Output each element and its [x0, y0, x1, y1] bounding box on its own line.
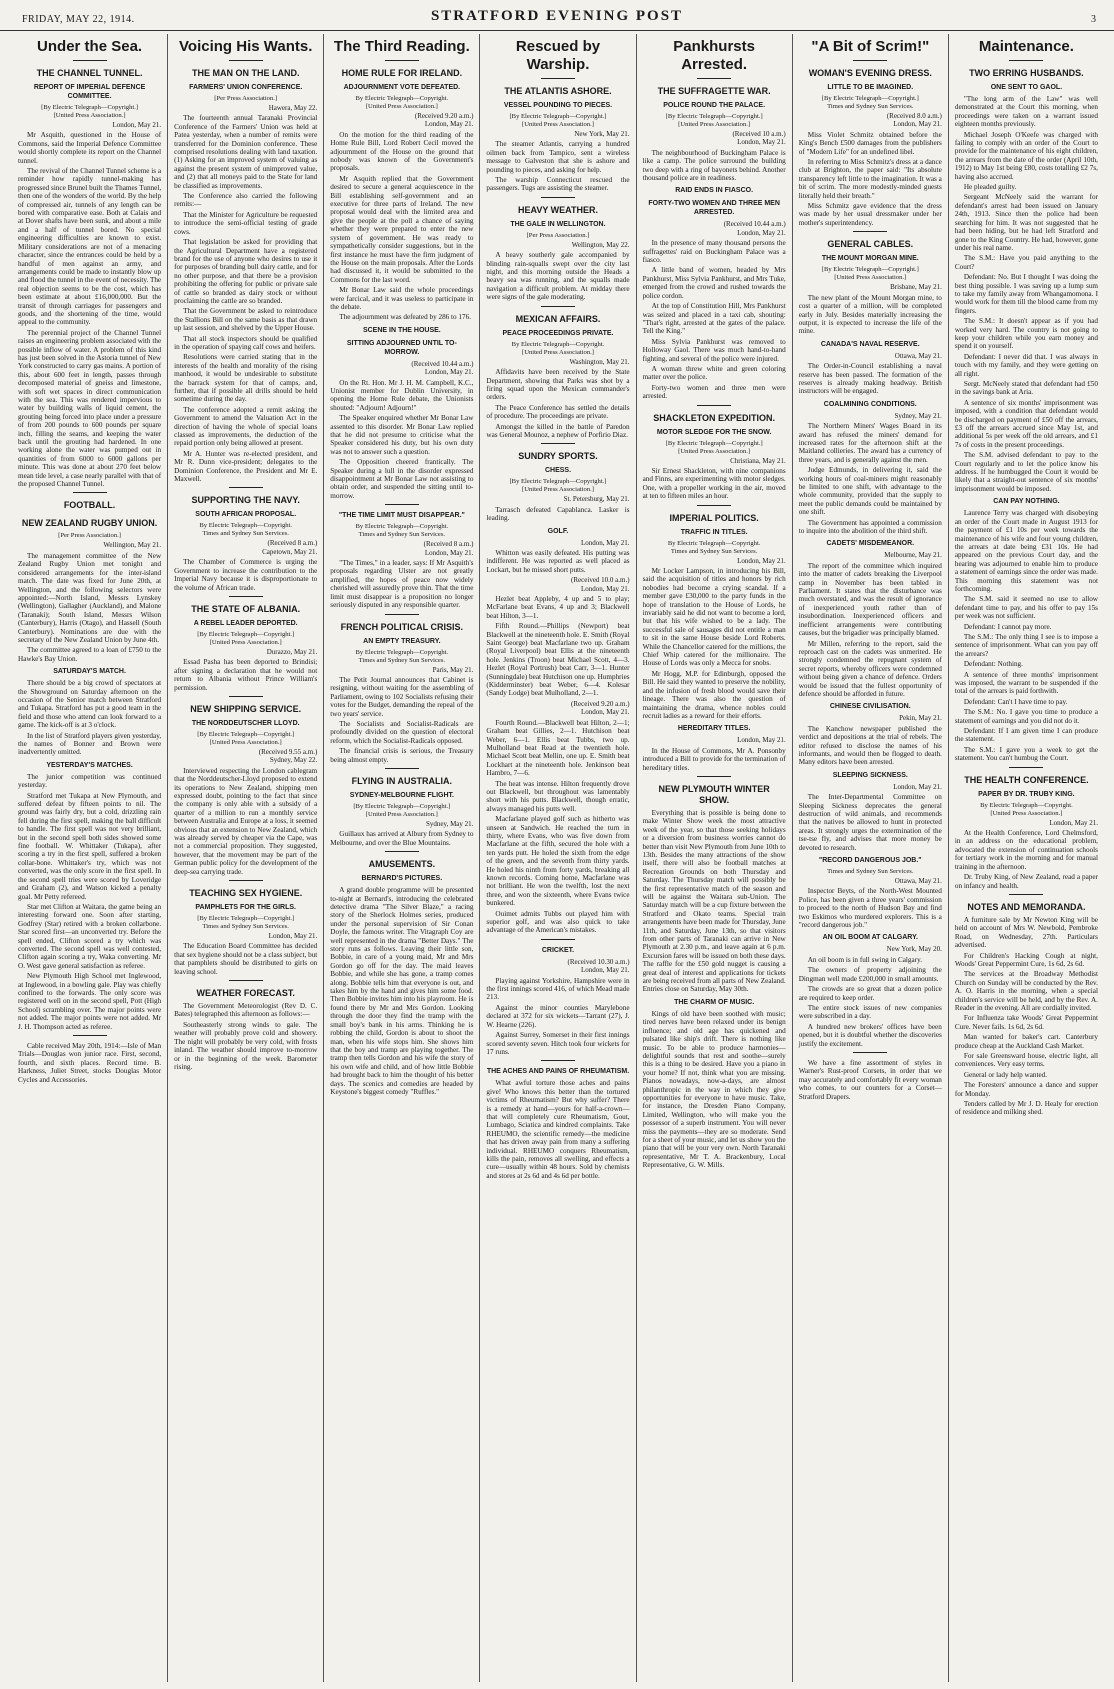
article-paragraph: In referring to Miss Schmitz's dress at a dance club at Brighton, the paper said: "Its absolute transparency left little to the imagination. It was a bit of scrim. The more modestly-minded guests literally held their breath.": [798, 158, 942, 200]
article-subheadline: LITTLE TO BE IMAGINED.: [827, 84, 914, 91]
article-paragraph: That the Government be asked to reintroduce the Stallions Bill on the same basis as that drawn up last session, and shelved by the Upper House.: [174, 307, 318, 333]
wire-credit: [By Electric Telegraph—Copyright.] [United Press Association.]: [197, 730, 295, 746]
wire-credit: By Electric Telegraph—Copyright. [United Press Association.]: [511, 340, 605, 356]
article-headline: MEXICAN AFFAIRS.: [515, 313, 601, 324]
wire-credit: [By Electric Telegraph—Copyright.] [United Press Association.]: [821, 266, 919, 282]
column-heading: Under the Sea.: [37, 38, 143, 55]
section-rule: [853, 1052, 887, 1053]
article-paragraph: On the motion for the third reading of the Home Rule Bill, Lord Robert Cecil moved the adjournment of the House on the ground that nobody was known of the Government's proposals.: [330, 130, 474, 173]
wire-credit: By Electric Telegraph—Copyright. Times and Sydney Sun Services.: [355, 523, 449, 539]
article-paragraph: The new plant of the Mount Morgan mine, to cost a quarter of a million, will be completed early in July. Besides materially increasing the output, it is expected to increase the life of the mine.: [798, 293, 942, 336]
article-subheadline: GOLF.: [547, 527, 569, 535]
article-subheadline: THE CHARM OF MUSIC.: [674, 998, 755, 1006]
article-subheadline: CAN PAY NOTHING.: [993, 498, 1060, 506]
article-headline: THE STATE OF ALBANIA.: [191, 603, 301, 614]
article-paragraph: Mr Asquith, questioned in the House of Commons, said the Imperial Defence Committee would shortly complete its report on the Channel tunnel.: [18, 131, 162, 165]
column-1: [12, 34, 167, 1682]
article-paragraph: The warship Connecticut rescued the passengers. Tugs are assisting the steamer.: [486, 176, 630, 193]
article-paragraph: The heat was intense. Hilton frequently drove out Blackwell, but throughout was lamentably short with his putts. Blackwell, though erratic, always managed his putts well.: [486, 779, 630, 813]
article-paragraph: The financial crisis is serious, the Treasury being almost empty.: [330, 747, 474, 764]
article-paragraph: Tenders called by Mr J. D. Healy for erection of residence and milking shed.: [954, 1100, 1098, 1117]
heading-rule: [229, 60, 263, 61]
article-subheadline: CANADA'S NAVAL RESERVE.: [820, 340, 920, 348]
dateline: St. Petersburg, May 21.: [563, 495, 630, 504]
wire-credit: [Per Press Association.]: [526, 231, 590, 239]
article-subheadline: "THE TIME LIMIT MUST DISAPPEAR.": [338, 512, 465, 520]
article-headline: TEACHING SEX HYGIENE.: [189, 888, 303, 899]
dateline: Sydney, May 21.: [894, 411, 942, 420]
dateline: Hawera, May 22.: [268, 104, 318, 112]
newspaper-title: STRATFORD EVENING POST: [430, 8, 684, 24]
column-5: [636, 34, 792, 1682]
article-subheadline: A REBEL LEADER DEPORTED.: [193, 619, 298, 627]
section-rule: [541, 443, 575, 444]
dateline: Melbourne, May 21.: [884, 551, 942, 560]
article-paragraph: Mr Locker Lampson, in introducing his Bill, said the acquisition of titles and honors by rich nobodies had become a crying scandal. If a member gave £30,000 to the party funds in the hope of translation to the House of Lords, he invariably said he did not want to become a lord, but that his wife wished to be a lady. The successful sale of sausages did not entitle a man to sit in the same House beside Lord Roberts. While the Chancellor catered for the millions, the Chief Whip catered for the millionaire. The House of Lords was only a Mecca for snobs.: [642, 567, 786, 668]
article-paragraph: The S.M.: I gave you a week to get the statement. You can't humbug the Court.: [954, 745, 1098, 763]
article-paragraph: Tarrasch defeated Capablanca. Lasker is leading.: [486, 505, 630, 523]
article-paragraph: He pleaded guilty.: [963, 183, 1017, 192]
article-paragraph: Whitton was easily defeated. His putting was indifferent. He was reported as well placed as Lockart, but he missed short putts.: [486, 548, 630, 574]
dateline: Pekin, May 21.: [899, 714, 942, 723]
article-paragraph: Mr Asquith replied that the Government desired to secure a general acquiescence in the Bill establishing self-government and an executive for three parts of Ireland. The new proposal would deal with the limited area and give the people at the poll a chance of saying whether they were prepared to enter the new system of government. He was ready to sympathetically consider suggestions, but in the first instance he must have the firm judgment of the House on the main proposals. After the Lords had discussed it, it would be submitted to the Commons for the last word.: [330, 174, 474, 284]
article-headline: HOME RULE FOR IRELAND.: [341, 68, 463, 78]
article-subheadline: "RECORD DANGEROUS JOB.": [818, 857, 922, 865]
article-subheadline: VESSEL POUNDING TO PIECES.: [503, 102, 613, 109]
article-subheadline: ONE SENT TO GAOL.: [990, 84, 1063, 91]
column-2: [167, 34, 323, 1682]
dateline: Wellington, May 21.: [103, 541, 162, 550]
article-paragraph: Defendant: No. But I thought I was doing the best thing possible. I was saving up a lump sum to take my family away from Whangamomona. I would work for them till the blood came from my fingers.: [954, 273, 1098, 315]
wire-credit: By Electric Telegraph—Copyright. [United Press Association.]: [355, 95, 449, 110]
article-paragraph: A little band of women, headed by Mrs Pankhurst, Miss Sylvia Pankhurst, and Mrs Tuke, emerged from the crowd and rushed towards the police cordon.: [642, 266, 786, 300]
wire-credit: [Per Press Association.]: [214, 95, 278, 102]
article-paragraph: Ouimet admits Tubbs out played him with superior golf, and was also quick to take advantage of the American's mistakes.: [486, 909, 630, 935]
article-paragraph: That the Minister for Agriculture be requested to introduce the semi-official testing of grade cows.: [174, 210, 318, 236]
article-paragraph: The steamer Atlantis, carrying a hundred oilmen back from Tampico, sent a wireless message to Galveston that she is ashore and pounding to pieces, and asking for help.: [486, 140, 630, 174]
article-paragraph: The Government Meteorologist (Rev D. C. Bates) telegraphed this afternoon as follows:—: [174, 1002, 318, 1019]
article-paragraph: For sale Greensward house, electric light, all conveniences. Very easy terms.: [954, 1052, 1098, 1069]
article-paragraph: Miss Schmitz gave evidence that the dress was made by her usual dressmaker under her mother's superintendency.: [798, 202, 942, 227]
heading-rule: [385, 60, 419, 61]
article-headline: FLYING IN AUSTRALIA.: [351, 775, 453, 786]
article-paragraph: The entire stock issues of new companies were subscribed in a day.: [798, 1003, 942, 1021]
wire-credit: [By Electric Telegraph—Copyright.] [United Press Association.]: [665, 113, 763, 128]
article-paragraph: Southeasterly strong winds to gale. The weather will probably prove cold and showery. The night will probably be very cold, with frosts inland. The weather should improve to-morrow or in the beginning of the week. Barometer rising.: [174, 1020, 318, 1071]
dateline: London, May 21.: [112, 121, 162, 129]
article-paragraph: General or lady help wanted.: [963, 1070, 1048, 1079]
article-subheadline: CADETS' MISDEMEANOR.: [826, 540, 915, 548]
heading-rule: [73, 60, 107, 61]
article-paragraph: For Children's Hacking Cough at night, Woods' Great Peppermint Cure, 1s 6d, 2s 6d.: [954, 951, 1098, 968]
article-paragraph: Interviewed respecting the London cablegram that the Norddeutscher-Lloyd proposed to extend its operations to New Zealand, shipping men expressed doubt, pointing to the fact that since the company is only able with a subsidy of a quarter of a million to run a monthly service between Australia and Europe at a loss, it seemed obvious that an extension to New Zealand, which was already served by cheaper via the Cape, was not a commercial proposition. They suggested, however, that the movement may be part of the German public policy for the development of the deep-sea carrying trade.: [174, 766, 318, 876]
article-headline: THE CHANNEL TUNNEL.: [36, 68, 143, 78]
article-paragraph: The committee agreed to a loan of £750 to the Hawke's Bay Union.: [18, 646, 162, 663]
article-paragraph: The Education Board Committee has decided that sex hygiene should not be a class subject, but that pamphlets should be distributed to girls on leaving school.: [174, 942, 318, 976]
dateline: London, May 21.: [737, 736, 786, 745]
article-headline: FOOTBALL.: [63, 500, 116, 511]
article-subheadline: RAID ENDS IN FIASCO.: [675, 187, 754, 195]
wire-credit: [By Electric Telegraph—Copyright.] [United Press Association.]: [197, 630, 295, 646]
page-number: 3: [1091, 14, 1096, 25]
article-subheadline: FARMERS' UNION CONFERENCE.: [189, 84, 303, 91]
article-subheadline: PAMPHLETS FOR THE GIRLS.: [195, 904, 297, 912]
dateline: (Received 8 a.m.) London, May 21.: [423, 540, 474, 557]
wire-credit: [By Electric Telegraph—Copyright.] [United Press Association.]: [353, 802, 451, 818]
article-paragraph: The Conference also carried the following remits:—: [174, 192, 318, 209]
wire-credit: [By Electric Telegraph—Copyright.] Times and Sydney Sun Services.: [197, 915, 295, 931]
article-paragraph: The junior competition was continued yesterday.: [18, 772, 162, 790]
article-headline: GENERAL CABLES.: [827, 239, 914, 250]
dateline: New York, May 21.: [574, 130, 630, 138]
article-paragraph: We have a fine assortment of styles in Warner's Rust-proof Corsets, in order that we may accurately and comfortably fit every woman who comes, to our counters for a Corset—Stratford Drapers.: [798, 1058, 942, 1101]
article-paragraph: Man wanted for baker's cart. Canterbury produce cheap at the Auckland Cash Market.: [954, 1033, 1098, 1050]
article-subheadline: TRAFFIC IN TITLES.: [680, 528, 748, 536]
article-subheadline: FORTY-TWO WOMEN AND THREE MEN ARRESTED.: [648, 200, 780, 217]
article-paragraph: "The long arm of the Law" was well demonstrated at the Court this morning, when proceedings were taken on a warrant issued eighteen months previously.: [954, 95, 1098, 129]
article-subheadline: CRICKET.: [541, 946, 575, 954]
article-paragraph: The S.M.: The only thing I see is to impose a sentence of imprisonment. What can you pay off the arrears?: [954, 632, 1098, 658]
article-paragraph: Kings of old have been soothed with music; tired nerves have been relaxed under its benign influence; and old age has quickened and pulsated like ship's drift. There is nothing like music. To be able to produce harmonies—delightful sounds that rest and soothe—surely this is a thing to be desired. Have you a piano in your home? If not, think what you are missing. Pianos nowadays, now-a-days, are almost philanthropic in the way in which they give opportunities for everyone to have music. Take, for instance, the Dresden Piano Company, Limited, Wellington, who will make you the possessor of a superb instrument. You will never miss the payments—they are so moderate. Send for a sheet of your music, and let us show you the piano that will be your very own. North Taranaki representative, Mr T. A. Brackenbury, Local Representative, G. W. Mills.: [642, 1009, 786, 1170]
dateline: (Received 10.44 a.m.) London, May 21.: [411, 359, 474, 377]
article-subheadline: THE NORDDEUTSCHER LLOYD.: [191, 719, 300, 727]
heading-rule: [853, 60, 887, 61]
article-paragraph: The S.M.: It doesn't appear as if you had worked very hard. The country is not going to keep your children while you earn money and spend it on yourself.: [954, 317, 1098, 351]
dateline: Ottawa, May 21.: [894, 877, 942, 886]
article-paragraph: Everything that is possible is being done to make Winter Show week the most attractive week of the year, so that those seeking holidays or a diversion from business worries cannot do better than visit New Plymouth from June 10th to 13th. Besides the many attractions of the show itself, there will also be football matches at Recreation Grounds on both Thursday and Saturday. The Thursday match will possibly be the first representative match of the season and will be against the Waitara sub-Union. The Saturday match will be a cup fixture between the Stratford and Okato teams. Special train arrangements have been made for Thursday, June 11th, and Saturday, June 13th, so that visitors from other parts of Taranaki can arrive in New Plymouth at 2.30 p.m., and leave again at 6 p.m. Excursion fares will be issued on both these days. The raffle for the £50 gold nugget is causing a great deal of interest and applications for tickets are being received from all parts of New Zealand. Entries close on Saturday, May 30th.: [642, 808, 786, 994]
article-headline: THE MAN ON THE LAND.: [191, 68, 300, 78]
article-paragraph: The owners of property adjoining the Dingman well made £200,000 in small amounts.: [798, 966, 942, 983]
section-rule: [541, 306, 575, 307]
article-paragraph: Fourth Round.—Blackwell beat Hilton, 2—1; Graham beat Gillies, 2—1. Hutchison beat Weber, 6—1. Ellis beat Tubbs, two up. Mulholland beat Read at the twentieth hole. Michael Scott beat Mellin, one up. E. Smith beat Lockhart at the nineteenth hole. Jenkinson beat Hambro, 7—6.: [486, 718, 630, 778]
article-paragraph: The crowds are so great that a dozen police are required to keep order.: [798, 985, 942, 1002]
section-rule: [1009, 767, 1043, 768]
article-subheadline: SYDNEY-MELBOURNE FLIGHT.: [349, 791, 454, 799]
article-subheadline: BERNARD'S PICTURES.: [361, 875, 443, 883]
article-subheadline: PEACE PROCEEDINGS PRIVATE.: [502, 329, 614, 337]
article-paragraph: The perennial project of the Channel Tunnel raises an engineering problem associated with the possible inflow of water. A problem of this kind has just been solved in the Astoria tunnel of New York constructed to carry gas mains. A portion of this, about 600 feet in length, passes through decomposed material of gneiss and limestone, with soft wet spaces in direct communication with the sea. This was rendered impervious to water by building walls of liquid cement, the grouting being forced into place under a pressure of from 200 pounds to 600 pounds per square inch, filling the seams, and keeping the water back until the grouting had hardened. In one working alone the water was pumped out in quantities of from 6000 to 6000 gallons per minute. This was done at about 270 feet below mean tide level, a case nearly parallel with that of the proposed Channel Tunnel.: [18, 328, 162, 489]
column-heading: Pankhursts Arrested.: [673, 38, 755, 73]
article-paragraph: Essad Pasha has been deported to Brindisi; after signing a declaration that he would not return to Albania without Prince William's permission.: [174, 658, 318, 692]
section-rule: [385, 768, 419, 769]
article-paragraph: In the House of Commons, Mr A. Ponsonby introduced a Bill to provide for the termination of hereditary titles.: [642, 746, 786, 772]
wire-credit: [By Electric Telegraph—Copyright.] [United Press Association.]: [665, 439, 763, 455]
article-paragraph: Defendant: If I am given time I can produce the statement.: [954, 727, 1098, 744]
column-heading: "A Bit of Scrim!": [811, 38, 930, 55]
article-paragraph: The S.M. said it seemed no use to allow defendant time to pay, and his offer to pay 15s per week was not sufficient.: [954, 595, 1098, 621]
article-paragraph: Playing against Yorkshire, Hampshire were in the first innings scored 416, of which Mead made 213.: [486, 976, 630, 1002]
article-paragraph: Resolutions were carried stating that in the interests of the health and morality of the rising manhood, it would be undesirable to substitute the barrack system for that of camps, and, further, that if possible all drills should be held sometime during the day.: [174, 353, 318, 404]
section-rule: [229, 880, 263, 881]
article-paragraph: Defendant: Can't I have time to pay.: [963, 697, 1068, 706]
article-headline: THE ATLANTIS ASHORE.: [504, 86, 612, 96]
wire-credit: [By Electric Telegraph—Copyright.] [United Press Association.]: [41, 104, 139, 119]
article-paragraph: The Chamber of Commerce is urging the Government to increase the contribution to the Imperial Navy because it is disproportionate to the volume of African trade.: [174, 558, 318, 592]
column-heading: Voicing His Wants.: [179, 38, 313, 55]
column-heading: The Third Reading.: [333, 38, 470, 55]
section-rule: [697, 405, 731, 406]
article-paragraph: The Order-in-Council establishing a naval reserve has been passed. The formation of the reserves is already making headway. British instructors will be engaged.: [798, 362, 942, 396]
section-rule: [541, 197, 575, 198]
article-paragraph: Judge Edmunds, in delivering it, said the working hours of coal-miners might reasonably be limited to one shift, with advantage to the whole community, provided that the supply to meet the public demands could be maintained by one shift.: [798, 466, 942, 517]
article-headline: SUNDRY SPORTS.: [518, 451, 598, 462]
article-subheadline: POLICE ROUND THE PALACE.: [663, 102, 766, 109]
article-paragraph: Defendant: I never did that. I was always in touch with my family, and they were getting on all right.: [954, 352, 1098, 378]
dateline: (Received 10.30 a.m.) London, May 21.: [567, 957, 630, 975]
article-paragraph: Inspector Beyts, of the North-West Mounted Police, has been given a three years' commission to proceed to the north of Hudson Bay and find two Eskimos who murdered explorers. This is a "record dangerous job.": [798, 887, 942, 930]
article-headline: SHACKLETON EXPEDITION.: [653, 412, 776, 423]
article-headline: TWO ERRING HUSBANDS.: [969, 68, 1084, 78]
article-paragraph: The conference adopted a remit asking the Government to amend the Valuation Act in the direction of having the whole of special loans classed as improvements, the deduction of the repaid portion only being allowed at present.: [174, 405, 318, 448]
article-paragraph: New Plymouth High School met Inglewood, at Inglewood, in a bowling gale. Play was chiefly confined to the forwards. The only score was registered well on in the second spell, Pott (High School) scrambling over. The major points were not added. The major points were not added. Mr J. H. Thompson acted as referee.: [18, 972, 162, 1031]
article-paragraph: A heavy southerly gale accompanied by blinding rain-squalls swept over the city last night, and this morning outside the Heads a heavy sea was running, and the squalls made navigation a difficult problem. At midday there were signs of the gale moderating.: [486, 251, 630, 302]
article-subheadline: SOUTH AFRICAN PROPOSAL.: [195, 511, 297, 519]
article-paragraph: For Influenza take Woods' Great Peppermint Cure. Never fails. 1s 6d, 2s 6d.: [954, 1014, 1098, 1031]
article-paragraph: Sergt. McNeely stated that defendant had £50 in the savings bank at Aria.: [954, 380, 1098, 397]
dateline: London, May 21.: [268, 932, 318, 941]
wire-credit: By Electric Telegraph—Copyright. Times and Sydney Sun Services.: [199, 522, 293, 538]
article-paragraph: The Foresters' announce a dance and supper for Monday.: [954, 1081, 1098, 1098]
article-paragraph: The Government has appointed a commission to inquire into the abolition of the third shift.: [798, 518, 942, 536]
section-rule: [697, 505, 731, 506]
article-paragraph: The Petit Journal announces that Cabinet is resigning, without waiting for the assembling of Parliament, owing to 102 Socialists refusing their votes for the Budget, demanding the repeal of the two years' service.: [330, 675, 474, 718]
masthead: [0, 0, 1114, 31]
article-paragraph: The Peace Conference has settled the details of procedure. The proceedings are private.: [486, 403, 630, 421]
article-subheadline: REPORT OF IMPERIAL DEFENCE COMMITTEE.: [33, 84, 146, 100]
article-paragraph: Hezlet beat Appleby, 4 up and 5 to play; McFarlane beat Evans, 4 up and 3; Blackwell beat Hilton, 3—1.: [486, 595, 630, 620]
section-rule: [229, 596, 263, 597]
dateline: Wellington, May 22.: [571, 240, 630, 249]
article-headline: IMPERIAL POLITICS.: [669, 512, 759, 523]
article-headline: NEW SHIPPING SERVICE.: [190, 703, 302, 714]
dateline: (Received 9.20 a.m.) London, May 21.: [571, 699, 630, 717]
article-headline: AMUSEMENTS.: [368, 859, 436, 870]
article-paragraph: An oil boom is in full swing in Calgary.: [807, 955, 923, 964]
article-paragraph: On the Rt. Hon. Mr J. H. M. Campbell, K.C., Unionist member for Dublin University, in opening the Home Rule debate, the Unionists shouted: "Adjourn! Adjourn!": [330, 378, 474, 412]
article-subheadline: AN OIL BOOM AT CALGARY.: [822, 934, 918, 942]
article-paragraph: Laurence Terry was charged with disobeying an order of the Court made in August 1913 for the payment of £1 10s per week towards the maintenance of his wife and four young children, the arrears at date being £31 10s. He had appeared on the previous Court day, and the hearing was adjourned to enable him to produce a statement of earnings since the order was made. This morning this statement was not forthcoming.: [954, 509, 1098, 593]
article-paragraph: The services at the Broadway Methodist Church on Sunday will be conducted by the Rev. A. O. Harris in the morning, when a special children's service will be held, and by the Rev. A. Reader in the evening. All are cordially invited.: [954, 970, 1098, 1012]
article-paragraph: That legislation be asked for providing that the Agricultural Department have a registered brand for the use of anyone who desires to use it for purposes of branding bull dairy cattle, and for no other purpose, and that there be a provision prohibiting the offering for public or private sale of cattle so branded as dairy stock or without proclaiming the cattle are so branded.: [174, 238, 318, 305]
article-paragraph: A sentence of six months' imprisonment was imposed, with a condition that defendant would be discharged on payment of £50 off the arrears, £3 off the arrears accrued since May 1st, and additional 5s per week off the old arrears, and £1 7s of costs in the present proceedings.: [954, 398, 1098, 449]
article-paragraph: The neighbourhood of Buckingham Palace is like a camp. The police surround the building two deep with a ring of bayonets behind. Another thousand police are in readiness.: [642, 148, 786, 183]
article-paragraph: That all stock inspectors should be qualified in the operation of spaying calf cows and heifers.: [174, 334, 318, 351]
wire-credit: By Electric Telegraph—Copyright. Times and Sydney Sun Services.: [667, 539, 761, 555]
article-headline: THE SUFFRAGETTE WAR.: [657, 86, 771, 96]
section-rule: [385, 504, 419, 505]
article-paragraph: The fourteenth annual Taranaki Provincial Conference of the Farmers' Union was held at Patea yesterday, when a number of remits were transferred for the Dominion conference. These comprised resolutions dealing with land taxation. (1) Asking for an improved system of valuing as against the present system of unimproved value, and (2) that all moneys paid to the State for land be classified as improvements.: [174, 114, 318, 190]
article-paragraph: Defendant: Nothing.: [963, 660, 1023, 669]
column-3: [323, 34, 479, 1682]
article-paragraph: The S.M.: No. I gave you time to produce a statement of earnings and you did not do it.: [954, 708, 1098, 725]
article-paragraph: Defendant: I cannot pay more.: [963, 622, 1052, 631]
article-paragraph: Michael Joseph O'Keefe was charged with failing to comply with an order of the Court to provide for the maintenance of his eight children, the arrears from the date of the order (April 10th, 1912) to May 1st being £80, costs totalling £2 7s, having also accrued.: [954, 130, 1098, 181]
article-paragraph: The adjournment was defeated by 286 to 176.: [339, 313, 472, 322]
article-paragraph: A woman threw white and green coloring matter over the police.: [642, 364, 786, 382]
article-paragraph: Guillaux has arrived at Albury from Sydney to Melbourne, and over the Blue Mountains.: [330, 830, 474, 847]
article-paragraph: Miss Sylvia Pankhurst was removed to Holloway Gaol. There was much hand-to-hand fighting, and several of the police were injured.: [642, 337, 786, 363]
article-headline: HEAVY WEATHER.: [517, 204, 598, 215]
article-paragraph: There should be a big crowd of spectators at the Showground on Saturday afternoon on the occasion of the Senior match between Stratford and Tukapa. Stratford has put a good team in the field and those who attend can look forward to a game. The kick-off is at 3 o'clock.: [18, 679, 162, 730]
dateline: (Received 8.0 a.m.) London, May 21.: [886, 112, 942, 129]
section-rule: [541, 939, 575, 940]
article-subheadline: MOTOR SLEDGE FOR THE SNOW.: [656, 428, 772, 436]
article-paragraph: Mr Hogg, M.P. for Edinburgh, opposed the Bill. He said they wanted to preserve the nobility, and the infusion of fresh blood would save their lineage. There was also the question of maintaining the drama, whence nobles could recruit ladies as a reward for their efforts.: [642, 669, 786, 720]
article-paragraph: The Kanchow newspaper published the verdict and depositions at the trial of rebels. The editor refused to disclose the names of his informants, and would then be flogged to death. Many editors have been arrested.: [798, 724, 942, 767]
article-headline: NEW PLYMOUTH WINTER SHOW.: [658, 783, 770, 805]
article-headline: WEATHER FORECAST.: [196, 988, 295, 999]
column-4: [479, 34, 635, 1682]
article-paragraph: Amongst the killed in the battle of Paredon was General Mounoz, a nephew of Porfirio Diaz.: [486, 422, 630, 439]
article-paragraph: Miss Violet Schmitz obtained before the King's Bench £500 damages from the publishers of "Modern Life" for an undefined libel.: [798, 130, 942, 156]
dateline: (Received 10.44 a.m.) London, May 21.: [723, 220, 786, 237]
dateline: (Received 8 a.m.) Capetown, May 21.: [262, 539, 318, 556]
article-paragraph: The Opposition cheered frantically. The Speaker during a lull in the disorder expressed disappointment at Mr Bonar Law not assisting to obtain order, and suspended the sitting until to-morrow.: [330, 458, 474, 500]
dateline: Sydney, May 21.: [426, 819, 474, 828]
article-paragraph: Dr. Truby King, of New Zealand, read a paper on infancy and health.: [954, 873, 1098, 890]
section-rule: [229, 980, 263, 981]
dateline: New York, May 20.: [886, 945, 942, 954]
article-subheadline: ADJOURNMENT VOTE DEFEATED.: [343, 84, 461, 91]
article-subheadline: SITTING ADJOURNED UNTIL TO-MORROW.: [346, 339, 457, 356]
article-subheadline: SCENE IN THE HOUSE.: [362, 326, 441, 334]
dateline: London, May 21.: [580, 538, 630, 547]
article-paragraph: Against Surrey, Somerset in their first innings scored seventy seven. Hitch took four wickets for 17 runs.: [486, 1031, 630, 1056]
article-subheadline: YESTERDAY'S MATCHES.: [46, 761, 133, 769]
dateline: Brisbane, May 21.: [890, 283, 942, 292]
dateline: Ottawa, May 21.: [894, 351, 942, 360]
wire-credit: [By Electric Telegraph—Copyright.] [United Press Association.]: [509, 478, 607, 494]
article-paragraph: In the presence of many thousand persons the suffragettes' raid on Buckingham Palace was a fiasco.: [642, 239, 786, 265]
article-headline: WOMAN'S EVENING DRESS.: [808, 68, 932, 78]
article-headline: NEW ZEALAND RUGBY UNION.: [21, 518, 158, 529]
article-paragraph: Mr Bonar Law said the whole proceedings were farcical, and it was useless to participate in the debate.: [330, 286, 474, 311]
article-subheadline: SATURDAY'S MATCH.: [53, 668, 126, 676]
article-paragraph: "The Times," in a leader, says: If Mr Asquith's proposals regarding Ulster are not greatly amplified, the hopes of peace now widely cherished will assuredly prove thin. That the time limit must disappear is a proposition no longer seriously disputed in any responsible quarter.: [330, 559, 474, 610]
article-subheadline: THE ACHES AND PAINS OF RHEUMATISM.: [486, 1068, 630, 1076]
article-subheadline: CHESS.: [544, 467, 572, 475]
article-paragraph: Mr Millen, referring to the report, said the reproach cast on the cadets was unmerited. He strongly condemned the repugnant system of secret reports, whereby officers were condemned without being given a chance of defence. Orders would be issued that the fullest opportunity of defence should be afforded in future.: [798, 639, 942, 698]
newspaper-columns: [12, 34, 1104, 1682]
dateline: (Received 9.55 a.m.) Sydney, May 22.: [258, 747, 318, 765]
wire-credit: [By Electric Telegraph—Copyright.] [United Press Association.]: [509, 113, 607, 128]
article-headline: NOTES AND MEMORANDA.: [967, 901, 1086, 912]
column-heading: Maintenance.: [978, 38, 1074, 55]
dateline: Christiana, May 21.: [730, 456, 786, 465]
article-paragraph: Sir Ernest Shackleton, with nine companions and Finns, are experimenting with motor sledges. One, with a propeller working in the air, moved at ten to fifteen miles an hour.: [642, 466, 786, 501]
column-7: [948, 34, 1104, 1682]
article-paragraph: The Speaker enquired whether Mr Bonar Law assented to this disorder. Mr Bonar Law replied that he did not presume to criticise what the Speaker considered his duty, but his own duty was not to answer such a question.: [330, 414, 474, 456]
article-subheadline: THE GALE IN WELLINGTON.: [510, 220, 606, 228]
section-rule: [73, 1035, 107, 1036]
article-paragraph: Affidavits have been received by the State Department, showing that Parks was shot by a firing squad upon the Mexican commander's orders.: [486, 368, 630, 402]
section-rule: [229, 487, 263, 488]
article-paragraph: Star met Clifton at Waitara, the game being an interesting forward one. Soon after starting, Godfrey (Star) retired with a broken collarbone. Star scored first—an unconverted try. Before the spell ended, Clifton scored a try which was converted. The second spell was well contested, Clifton again scoring a try, Waka converting. Mr O. West gave general satisfaction as referee.: [18, 902, 162, 970]
dateline: London, May 21.: [737, 556, 786, 565]
article-paragraph: Sergeant McNeely said the warrant for defendant's arrest had been issued on January 24th, 1913. Since then the police had been searching for him. It was not suggested that he had been hiding, but he had left Stratford and gone to the King Country. He had, however, gone under his real name.: [954, 193, 1098, 252]
article-subheadline: SLEEPING SICKNESS.: [832, 771, 908, 779]
heading-rule: [541, 78, 575, 79]
column-6: [792, 34, 948, 1682]
article-headline: SUPPORTING THE NAVY.: [191, 495, 300, 506]
article-paragraph: The S.M.: Have you paid anything to the Court?: [954, 254, 1098, 271]
wire-credit: [By Electric Telegraph—Copyright.] Times and Sydney Sun Services.: [821, 95, 919, 110]
section-rule: [697, 776, 731, 777]
article-paragraph: A furniture sale by Mr Newton King will be held on account of Mrs W. Newbold, Pembroke Road, on Wednesday, 27th. Particulars advertised.: [954, 915, 1098, 950]
article-paragraph: A grand double programme will be presented to-night at Bernard's, introducing the celebrated detective drama "The Silver Blaze," a racing story of the Sherlock Holmes series, produced under the personal supervision of Sir Conan Doyle, the famous writer. The Vitagraph Coy are well represented in the drama "Better Days." The story runs as follows. Leaving their little son, Bobbie, in care of a young maid, Mr and Mrs Gordon go off for the day. The maid leaves Bobbie, and while she has gone, a tramp comes along. Bobbie tells him that everyone is out, and takes him by the hand and gives him some food. Then Bobbie invites him into his playroom. He is found there by Mr and Mrs Gordon. Looking through the door they find the tramp with the small boy's bank in his arms. Thinking he is robbing the child, Gordon is about to shoot the man, when his wife stops him. She shows him that the boy and tramp are playing together. The tramp then tells Gordon and his wife the story of his own wife and child, and of how little Bobbie had brought back to him the thought of his better days. The scenics and comedies are headed by Keystone's biggest comedy "Ruffles.": [330, 886, 474, 1096]
article-paragraph: Forty-two women and three men were arrested.: [642, 383, 786, 401]
article-paragraph: In the list of Stratford players given yesterday, the names of Bonner and Brown were inadvertently omitted.: [18, 731, 162, 757]
dateline: (Received 9.20 a.m.) London, May 21.: [414, 112, 474, 129]
article-paragraph: A hundred new brokers' offices have been opened, but it is doubtful whether the discoveries justify the excitement.: [798, 1022, 942, 1048]
section-rule: [385, 614, 419, 615]
dateline: London, May 21.: [893, 782, 942, 791]
article-paragraph: What awful torture those aches and pains give! Who knows this better than the tortured victims of Rheumatism? But why suffer? There is a remedy at hand—yours for half-a-crown—that will completely cure Rheumatism, Gout, Lumbago, Sciatica and kindred complaints. Take RHEUMO, the scientific remedy—the medicine that has driven away pain from many a suffering individual. RHEUMO conquers Rheumatism, kills the pain, removes all swelling, and effects a cure—usually within 48 hours. Sold by chemists and stores at 2s 6d and 4s 6d per bottle.: [486, 1079, 630, 1180]
article-paragraph: The Inter-Departmental Committee on Sleeping Sickness deprecates the general destruction of wild animals, and recommends that the natives be allowed to hunt in protected areas. It strongly urges the extermination of the tse-tse fly, and advises that more money be devoted to research.: [798, 793, 942, 852]
dateline: (Received 10.0 a.m.) London, May 21.: [571, 576, 630, 593]
wire-credit: Times and Sydney Sun Services.: [827, 868, 914, 876]
wire-credit: By Electric Telegraph—Copyright. [United Press Association.]: [980, 801, 1073, 817]
dateline: London, May 21.: [1049, 818, 1098, 827]
article-paragraph: A sentence of three months' imprisonment was imposed, the warrant to be suspended if the total of the arrears is paid forthwith.: [954, 670, 1098, 696]
article-paragraph: Mr A. Hunter was re-elected president, and Mr R. Dunn vice-president; delegates to the Dominion Conference, the President and Mr E. Maxwell.: [174, 449, 318, 484]
article-paragraph: Against the minor counties Marylebone declared at 372 for six wickets—Tarrant (27), J. W. Hearne (226).: [486, 1003, 630, 1029]
issue-date: FRIDAY, MAY 22, 1914.: [22, 14, 135, 25]
section-rule: [73, 492, 107, 493]
section-rule: [385, 851, 419, 852]
dateline: Durazzo, May 21.: [266, 647, 318, 656]
article-paragraph: Fifth Round.—Phillips (Newport) beat Blackwell at the nineteenth hole. E. Smith (Royal Saint George) beat Macfarlane two up. Graham (Royal Liverpool) beat Ellis at the nineteenth hole. Jenkins (Troon) beat Michael Scott, 4—3. Hezlet (Royal Portrush) beat Carr, 3—1. Hunter (Sunningdale) beat Hutchison one up. Humphries (Kidderminster) beat Weber, 6—4. Kolesar (Sandy Lodge) beat Mulholland, 2—1.: [486, 622, 630, 698]
article-paragraph: Stratford met Tukapa at New Plymouth, and suffered defeat by fifteen points to nil. The ground was fairly dry, but a cold, drizzling rain fell during the first spell, making the ball difficult to handle. The first spell was not very brilliant, but in the second spell both sides showed some fine football. W. Whittaker (Tukapa), after scoring a try in the first spell, suffered a broken collar-bone. Whittaker's try, which was not converted, was the only score in the first spell. In the second spell tries were scored by Loveridge and Graham (2), and Watson kicked a penalty goal. Mr Petty refereed.: [18, 791, 162, 901]
wire-credit: By Electric Telegraph—Copyright. Times and Sydney Sun Services.: [355, 648, 449, 664]
article-subheadline: CHINESE CIVILISATION.: [829, 703, 911, 711]
heading-rule: [697, 78, 731, 79]
heading-rule: [1009, 60, 1043, 61]
article-paragraph: The Socialists and Socialist-Radicals are profoundly divided on the question of electoral reform, which the Socialist-Radicals opposed.: [330, 719, 474, 745]
dateline: Washington, May 21.: [569, 357, 630, 366]
section-rule: [1009, 894, 1043, 895]
article-paragraph: The management committee of the New Zealand Rugby Union met tonight and considered arrangements for the inter-island match. The date was fixed for June 20th, at Wellington, and the following selectors were appointed:—North Island, Messrs Lynskey (Wellington), Gallagher (Auckland), and Malone (Taranaki); South Island, Messrs Wilson (Canterbury), Harris (Otago), and Hassell (South Canterbury). Nominations are due with the secretary of the New Zealand Union by June 4th.: [18, 551, 162, 644]
article-subheadline: AN EMPTY TREASURY.: [363, 637, 441, 645]
section-rule: [541, 1060, 575, 1061]
dateline: Paris, May 21.: [432, 665, 474, 674]
article-subheadline: THE MOUNT MORGAN MINE.: [821, 255, 919, 263]
article-paragraph: The Northern Miners' Wages Board in its award has refused the miners' demand for increased rates for the afternoon shift at the Maitland collieries. The award has a currency of three years, and is generally against the men.: [798, 422, 942, 464]
article-paragraph: Cable received May 20th, 1914:—Isle of Man Trials—Douglas won junior race. First, second, fourth, and sixth places. Record time. B. Harkness, Juliet Street, stocks Douglas Motor Cycles and Accessories.: [18, 1042, 162, 1084]
article-subheadline: PAPER BY DR. TRUBY KING.: [978, 790, 1075, 798]
section-rule: [853, 231, 887, 232]
article-headline: THE HEALTH CONFERENCE.: [964, 774, 1089, 785]
article-paragraph: The S.M. advised defendant to pay to the Court regularly and to let the police know his address. If he humbugged the Court it would be likely that a straight-out sentence of six months' imprisonment would be imposed.: [954, 451, 1098, 493]
article-paragraph: The revival of the Channel Tunnel scheme is a reminder how rapidly tunnel-making has progressed since Brunel built the Thames Tunnel, then one of the wonders of the world. By the help of compressed air, tunnels of any length can be bored with comparative ease. Both at Calais and at Dover shafts have been sunk, and about a mile and a half of tunnel bored. No special engineering difficulties are known to exist. Military considerations are not of a menacing character, since the entrances could be held by a handful of men against an army, and arrangements could be made to instantly blow up and flood the tunnel in the event of necessity. The real objection seems to be the cost, which has been estimate at about £16,000,000. But the transit of through carriages for passengers and goods, and the shortening of the time, would appeal to the community.: [18, 167, 162, 327]
article-paragraph: The report of the committee which inquired into the matter of cadets breaking the Liverpool camp in November has been tabled in Parliament. It states that the disturbance was much overstated, and was the result of ignorance of inexperienced youth rather than of insubordination. Inexperienced officers and inefficient arrangements were contributing causes, but the brigadier was principally blamed.: [798, 561, 942, 638]
article-headline: FRENCH POLITICAL CRISIS.: [340, 621, 464, 632]
dateline: (Received 10 a.m.) London, May 21.: [732, 130, 786, 147]
article-paragraph: At the Health Conference, Lord Chelmsford, in an address on the educational problem, advocated the extension of continuation schools for tertiary work in the morning and for manual training in the afternoon.: [954, 829, 1098, 871]
article-paragraph: Macfarlane played golf such as hitherto was unseen at Sandwich. He reached the turn in thirty, where Evans, who was five down from Macfarlane at the fifth, secured the hole with a ten yards putt. He holed the sixth from the edge of the green, and the seventh from thirty yards. He holed his ninth from forty yards, breaking all known records. Coming home, Macfarlane was not brilliant. He won the twelfth, lost the next three, and won the sixteenth, where Evans twice bunkered.: [486, 815, 630, 908]
column-heading: Rescued by Warship.: [515, 38, 601, 73]
wire-credit: [Per Press Association.]: [58, 532, 121, 540]
article-subheadline: COALMINING CONDITIONS.: [823, 400, 917, 408]
article-paragraph: At the top of Constitution Hill, Mrs Pankhurst was seized and placed in a taxi cab, shouting: "That's right, arrested at the gates of the palace. Tell the King.": [642, 302, 786, 336]
section-rule: [229, 696, 263, 697]
article-subheadline: HEREDITARY TITLES.: [677, 725, 751, 733]
